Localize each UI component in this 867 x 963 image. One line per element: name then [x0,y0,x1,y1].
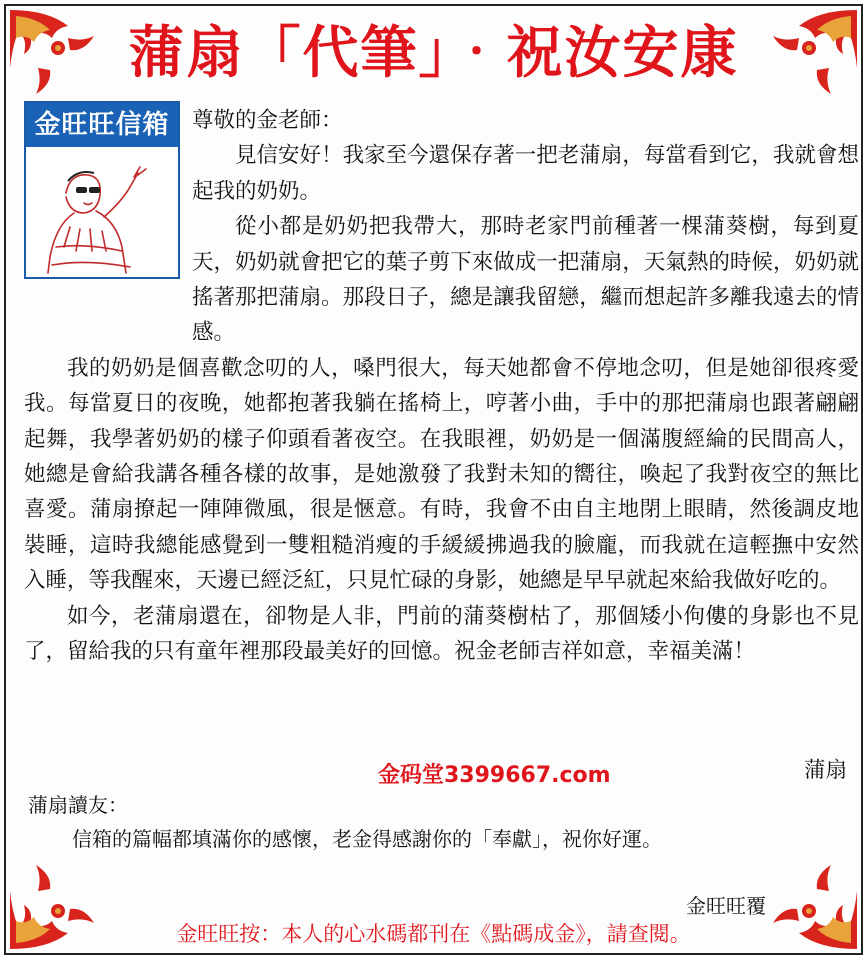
letter-paragraph: 如今，老蒲扇還在，卻物是人非，門前的蒲葵樹枯了，那個矮小佝僂的身影也不見了，留給我的只有童年裡那段最美好的回憶。祝金老師吉祥如意，幸福美滿！ [24,603,859,665]
page-title: 蒲扇「代筆」‧祝汝安康 [128,20,739,86]
footer-note: 金旺旺按：本人的心水碼都刊在《點碼成金》，請查閱。 [176,922,691,946]
letter-paragraph: 見信安好！我家至今還保存著一把老蒲扇，每當看到它，我就會想起我的奶奶。 [192,143,859,204]
badge-spacer [24,103,192,327]
website-link[interactable]: 金码堂3399667.com [378,763,611,788]
corner-ornament-icon [767,8,859,100]
column-badge-label: 金旺旺信箱 [26,103,178,147]
letter-body [24,103,859,670]
letter-paragraph: 我的奶奶是個喜歡念叨的人，嗓門很大，每天她都會不停地念叨，但是她卻很疼愛我。每當夏日的夜晚，她都抱著我躺在搖椅上，哼著小曲，手中的那把蒲扇也跟著翩翩起舞，我學著奶奶的樣子仰頭看著夜空。在我眼裡，奶奶是一個滿腹經綸的民間高人，她總是會給我講各種各樣的故事，是她激發了我對未知的嚮往，喚起了我對夜空的無比喜愛。蒲扇撩起一陣陣微風，很是愜意。有時，我會不由自主地閉上眼睛，然後調皮地裝睡，這時我總能感覺到一雙粗糙消瘦的手緩緩拂過我的臉龐，而我就在這輕撫中安然入睡，等我醒來，天邊已經泛紅，只見忙碌的身影，她總是早早就起來給我做好吃的。 [24,355,859,594]
reply-section [28,788,848,856]
letter-salutation: 尊敬的金老師： [192,108,343,133]
newspaper-clipping [4,4,863,955]
letter-paragraph: 從小都是奶奶把我帶大，那時老家門前種著一棵蒲葵樹，每到夏天，奶奶就會把它的葉子剪下來做成一把蒲扇，天氣熱的時候，奶奶就搖著那把蒲扇。那段日子，總是讓我留戀，繼而想起許多離我遠去的情感。 [192,214,859,346]
reply-body: 信箱的篇幅都填滿你的感懷，老金得感謝你的「奉獻」，祝你好運。 [72,827,662,851]
reply-signature: 金旺旺覆 [686,894,766,918]
reply-salutation: 蒲扇讀友： [28,793,128,817]
corner-ornament-icon [8,859,100,951]
letter-signature: 蒲扇 [803,758,847,783]
corner-ornament-icon [8,8,100,100]
corner-ornament-icon [767,859,859,951]
